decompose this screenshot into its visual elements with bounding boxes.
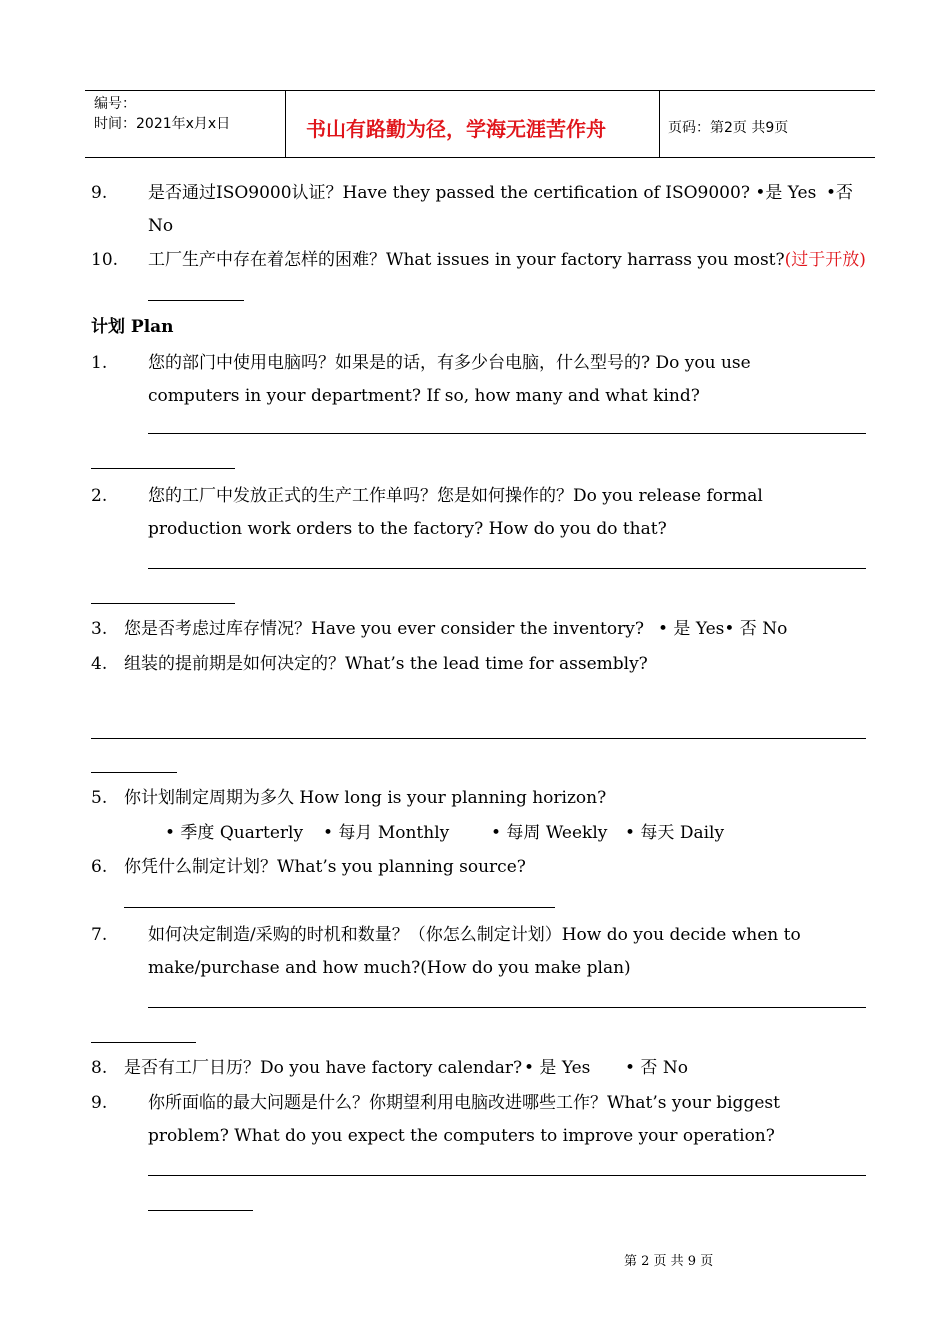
item-question: 是否有工厂日历？Do you have factory calendar? — [124, 1058, 523, 1078]
option-daily[interactable]: • 每天 Daily — [625, 823, 725, 843]
item-number: 1. — [91, 353, 108, 373]
option-yes[interactable]: • 是 Yes — [524, 1058, 591, 1078]
answer-blank[interactable] — [148, 300, 244, 301]
header-divider-right — [659, 91, 660, 158]
item-note: (过于开放) — [784, 250, 866, 270]
item-number: 7. — [91, 925, 108, 945]
header-time-label: 时间：2021年x月x日 — [94, 116, 231, 132]
header-code-label: 编号： — [94, 96, 136, 112]
item-question-cont: No — [148, 216, 174, 236]
header-page-label: 页码：第2页 共9页 — [668, 120, 789, 136]
item-number: 8. — [91, 1058, 108, 1078]
section-title-en: Plan — [130, 317, 174, 337]
answer-blank[interactable] — [148, 433, 866, 434]
header-bottom-border — [85, 157, 875, 158]
answer-blank-cont[interactable] — [91, 603, 235, 604]
item-number: 6. — [91, 857, 108, 877]
item-number: 10. — [91, 250, 119, 270]
item-question: 是否通过ISO9000认证？Have they passed the certification of ISO9000? •是 Yes — [148, 183, 817, 203]
option-weekly[interactable]: • 每周 Weekly — [491, 823, 608, 843]
item-question-cont: computers in your department? If so, how many and what kind? — [148, 386, 700, 406]
answer-blank[interactable] — [124, 907, 555, 908]
item-number: 5. — [91, 788, 108, 808]
item-options[interactable]: • 是 Yes• 否 No — [658, 619, 788, 639]
item-question: 您的部门中使用电脑吗？如果是的话，有多少台电脑，什么型号的? Do you use — [148, 353, 751, 373]
item-question: 你凭什么制定计划？What’s you planning source? — [124, 857, 526, 877]
answer-blank[interactable] — [148, 1175, 866, 1176]
option-monthly[interactable]: • 每月 Monthly — [323, 823, 450, 843]
item-question: 您是否考虑过库存情况？Have you ever consider the inventory? — [124, 619, 644, 639]
item-question-cont: problem? What do you expect the computers to improve your operation? — [148, 1126, 775, 1146]
item-number: 3. — [91, 619, 108, 639]
item-question-cont: make/purchase and how much?(How do you make plan) — [148, 958, 631, 978]
item-question: 组装的提前期是如何决定的？What’s the lead time for assembly? — [124, 654, 648, 674]
option-no: •否 — [826, 183, 854, 203]
page-footer: 第 2 页 共 9 页 — [624, 1254, 714, 1269]
item-question: 你所面临的最大问题是什么？你期望利用电脑改进哪些工作？What’s your biggest — [148, 1093, 780, 1113]
item-question: 如何决定制造/采购的时机和数量？（你怎么制定计划）How do you decide when to — [148, 925, 801, 945]
section-title — [91, 316, 174, 338]
item-number: 9. — [91, 183, 108, 203]
answer-blank-cont[interactable] — [91, 772, 177, 773]
item-number: 9. — [91, 1093, 108, 1113]
item-question-cont: production work orders to the factory? How do you do that? — [148, 519, 667, 539]
item-question-text: 工厂生产中存在着怎样的困难？What issues in your factory harrass you most? — [148, 250, 785, 270]
answer-blank-cont[interactable] — [91, 468, 235, 469]
item-question — [148, 249, 866, 271]
option-no[interactable]: • 否 No — [625, 1058, 688, 1078]
answer-blank[interactable] — [148, 1007, 866, 1008]
header-motto: 书山有路勤为径，学海无涯苦作舟 — [306, 117, 606, 141]
answer-blank[interactable] — [148, 568, 866, 569]
item-question: 你计划制定周期为多久 How long is your planning horizon? — [124, 788, 607, 808]
item-number: 2. — [91, 486, 108, 506]
item-question: 您的工厂中发放正式的生产工作单吗？您是如何操作的？Do you release formal — [148, 486, 763, 506]
item-number: 4. — [91, 654, 108, 674]
answer-blank-cont[interactable] — [148, 1210, 253, 1211]
section-title-cn: 计划 — [91, 317, 125, 337]
answer-blank[interactable] — [91, 738, 866, 739]
answer-blank-cont[interactable] — [91, 1042, 196, 1043]
header-top-border — [85, 90, 875, 91]
option-quarterly[interactable]: • 季度 Quarterly — [165, 823, 304, 843]
header-divider-left — [285, 91, 286, 158]
